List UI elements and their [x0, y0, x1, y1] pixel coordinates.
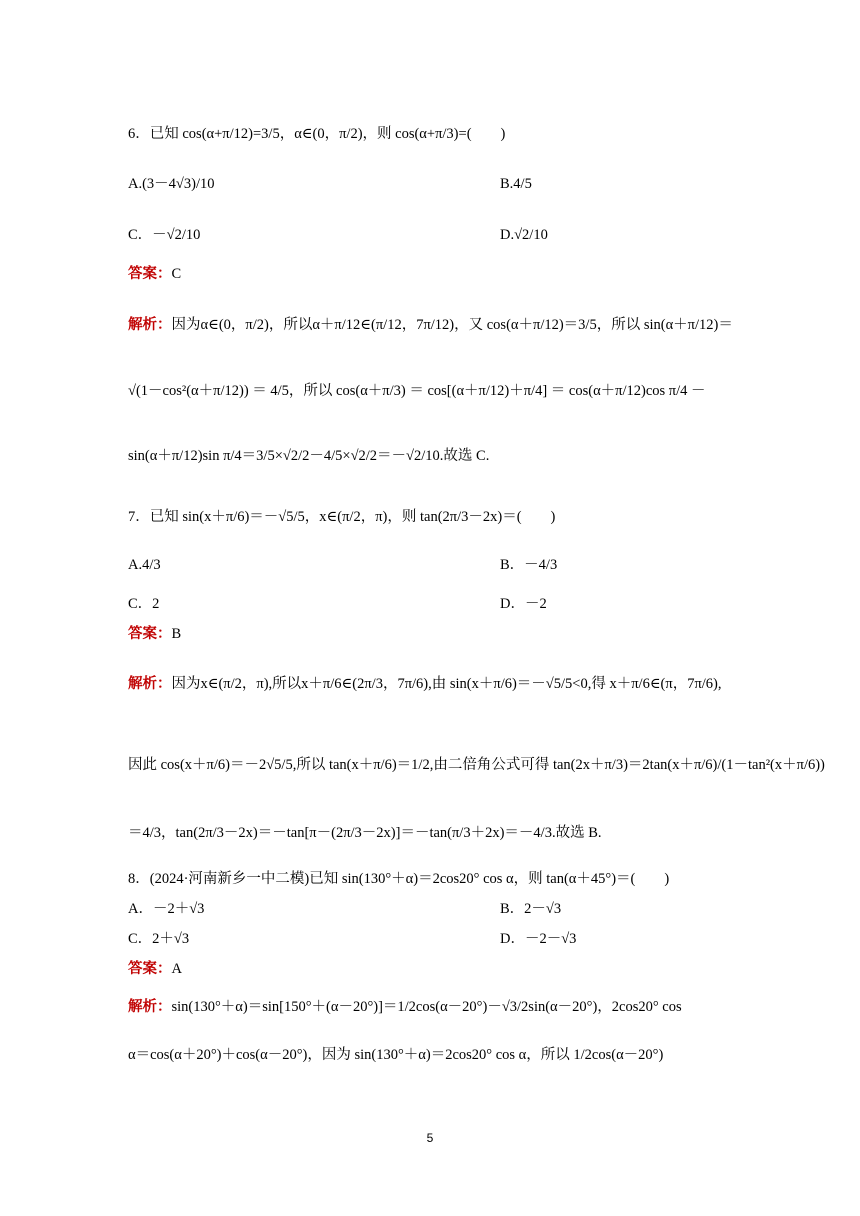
q6-analysis-3: sin(α＋π/12)sin π/4＝3/5×√2/2－4/5×√2/2＝－√2/10.故选 C. [128, 448, 490, 464]
q7-option-a: A.4/3 [128, 557, 161, 573]
q6-options-row-2 [128, 228, 738, 243]
q7-analysis-2: 因此 cos(x＋π/6)＝－2√5/5,所以 tan(x＋π/6)＝1/2,由二倍角公式可得 tan(2x＋π/3)＝2tan(x＋π/6)/(1－tan²(x＋π/6)) [128, 757, 825, 773]
q6-analysis-1 [128, 318, 738, 333]
q6-option-d: D.√2/10 [500, 227, 548, 243]
q7-analysis-3: ＝4/3，tan(2π/3－2x)＝－tan[π－(2π/3－2x)]＝－tan(π/3＋2x)＝－4/3.故选 B. [128, 825, 602, 841]
q6-analysis-2: √(1－cos²(α＋π/12)) ＝ 4/5，所以 cos(α＋π/3) ＝ cos[(α＋π/12)＋π/4] ＝ cos(α＋π/12)cos π/4 － [128, 383, 706, 399]
q6-options-row-1 [128, 177, 738, 192]
page-number: 5 [426, 1131, 434, 1145]
q7-option-d: D．－2 [500, 596, 547, 612]
q8-option-d: D．－2－√3 [500, 931, 577, 947]
q8-analysis-1 [128, 1000, 738, 1015]
q7-answer [128, 627, 738, 642]
q7-analysis-label: 解析： [128, 676, 172, 692]
q6-option-c: C．－√2/10 [128, 227, 201, 243]
q7-answer-value: B [171, 626, 182, 642]
q7-options-row-2 [128, 597, 738, 612]
q6-answer-value: C [171, 266, 182, 282]
q8-answer-value: A [171, 961, 182, 977]
q8-options-row-1 [128, 902, 738, 917]
q7-option-b: B．－4/3 [500, 557, 558, 573]
q8-option-c: C．2＋√3 [128, 931, 190, 947]
q6-option-b: B.4/5 [500, 176, 532, 192]
q8-option-a: A．－2＋√3 [128, 901, 205, 917]
q6-analysis-label: 解析： [128, 317, 172, 333]
q8-answer-label: 答案： [128, 961, 172, 977]
q7-answer-label: 答案： [128, 626, 172, 642]
q7-analysis-text-1: 因为x∈(π/2，π),所以x＋π/6∈(2π/3，7π/6),由 sin(x＋π/6)＝－√5/5<0,得 x＋π/6∈(π，7π/6), [171, 676, 722, 692]
q6-analysis-text-1: 因为α∈(0，π/2)，所以α＋π/12∈(π/12，7π/12)，又 cos(α＋π/12)＝3/5，所以 sin(α＋π/12)＝ [171, 317, 733, 333]
q7-options-row-1 [128, 558, 738, 573]
q6-answer-label: 答案： [128, 266, 172, 282]
q8-analysis-2: α＝cos(α＋20°)＋cos(α－20°)，因为 sin(130°＋α)＝2cos20° cos α，所以 1/2cos(α－20°) [128, 1047, 664, 1063]
q7-analysis-1 [128, 677, 738, 692]
q7-option-c: C．2 [128, 596, 160, 612]
q8-options-row-2 [128, 932, 738, 947]
q6-stem: 6．已知 cos(α+π/12)=3/5，α∈(0，π/2)，则 cos(α+π/3)=( ) [128, 126, 506, 142]
q7-stem: 7．已知 sin(x＋π/6)＝－√5/5，x∈(π/2，π)，则 tan(2π/3－2x)＝( ) [128, 509, 556, 525]
q8-analysis-label: 解析： [128, 999, 172, 1015]
q6-answer [128, 267, 738, 282]
q8-answer [128, 962, 738, 977]
q6-option-a: A.(3－4√3)/10 [128, 176, 215, 192]
q8-analysis-text-1: sin(130°＋α)＝sin[150°＋(α－20°)]＝1/2cos(α－20°)－√3/2sin(α－20°)，2cos20° cos [171, 999, 682, 1015]
q8-option-b: B．2－√3 [500, 901, 562, 917]
q8-stem: 8．(2024·河南新乡一中二模)已知 sin(130°＋α)＝2cos20° cos α，则 tan(α＋45°)＝( ) [128, 871, 670, 887]
